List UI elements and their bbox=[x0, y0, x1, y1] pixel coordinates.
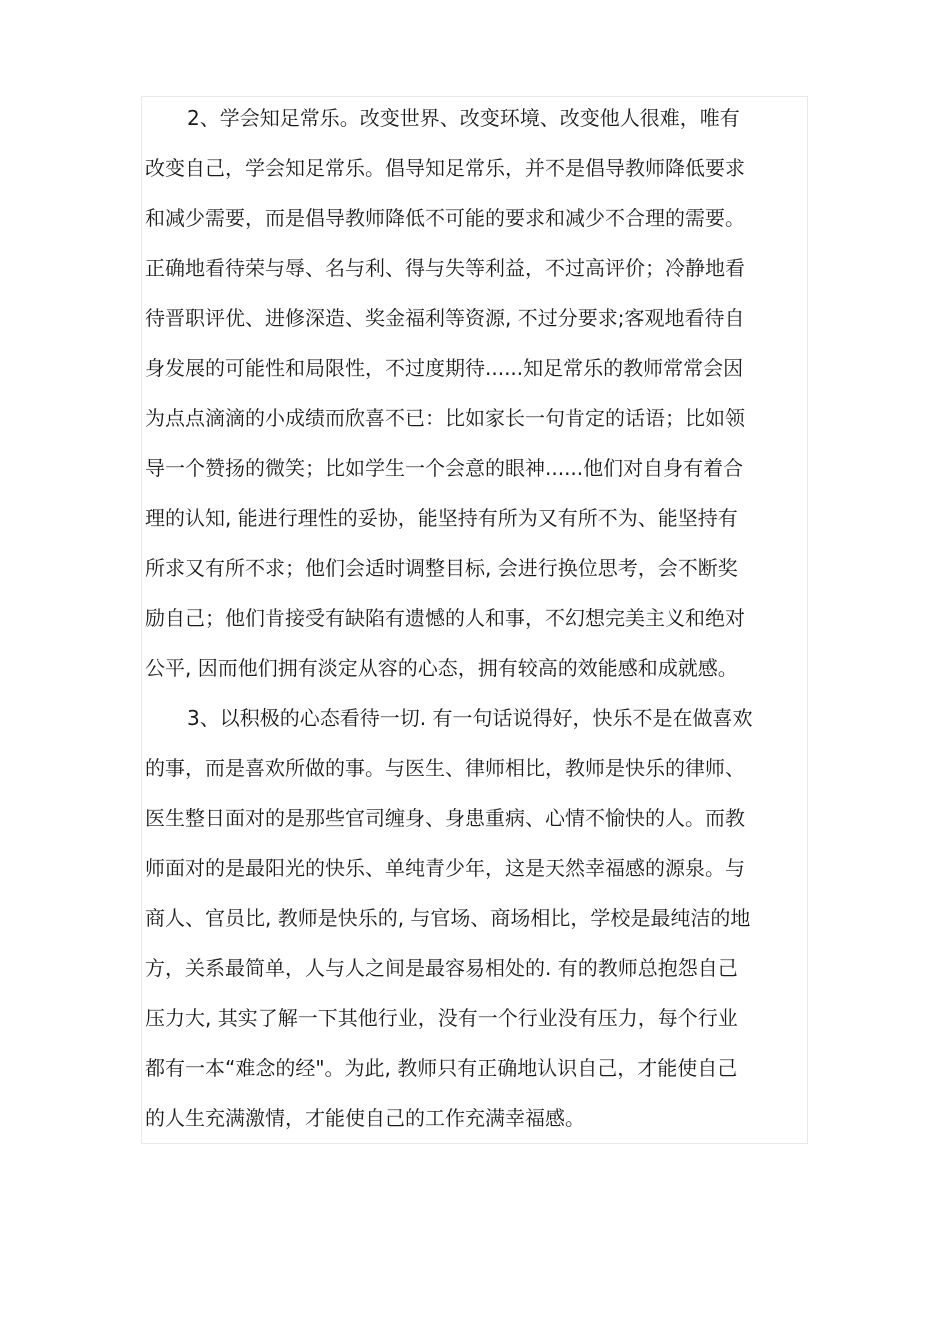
text-line-9: 理的认知, 能进行理性的妥协，能坚持有所为又有所不为、能坚持有 bbox=[145, 506, 738, 530]
text-line-7: 为点点滴滴的小成绩而欣喜不已：比如家长一句肯定的话语；比如领 bbox=[145, 406, 745, 430]
text-line-1: 2、学会知足常乐。改变世界、改变环境、改变他人很难，唯有 bbox=[187, 106, 740, 130]
text-line-18: 方，关系最简单，人与人之间是最容易相处的. 有的教师总抱怨自己 bbox=[145, 956, 738, 980]
document-body bbox=[145, 93, 815, 1143]
text-line-12: 公平, 因而他们拥有淡定从容的心态，拥有较高的效能感和成就感。 bbox=[145, 656, 738, 680]
text-line-17: 商人、官员比, 教师是快乐的, 与官场、商场相比，学校是最纯洁的地 bbox=[145, 906, 751, 930]
text-line-14: 的事，而是喜欢所做的事。与医生、律师相比，教师是快乐的律师、 bbox=[145, 756, 745, 780]
text-line-3: 和减少需要，而是倡导教师降低不可能的要求和减少不合理的需要。 bbox=[145, 206, 745, 230]
text-line-21: 的人生充满激情，才能使自己的工作充满幸福感。 bbox=[145, 1106, 585, 1130]
text-line-6: 身发展的可能性和局限性，不过度期待......知足常乐的教师常常会因 bbox=[145, 356, 744, 380]
text-line-13: 3、以积极的心态看待一切. 有一句话说得好，快乐不是在做喜欢 bbox=[187, 706, 753, 730]
text-line-15: 医生整日面对的是那些官司缠身、身患重病、心情不愉快的人。而教 bbox=[145, 806, 745, 830]
text-line-4: 正确地看待荣与辱、名与利、得与失等利益，不过高评价；冷静地看 bbox=[145, 256, 745, 280]
text-line-20: 都有一本“难念的经"。为此, 教师只有正确地认识自己，才能使自己 bbox=[145, 1056, 738, 1080]
text-line-5: 待晋职评优、进修深造、奖金福利等资源, 不过分要求;客观地看待自 bbox=[145, 306, 745, 330]
text-line-19: 压力大, 其实了解一下其他行业，没有一个行业没有压力，每个行业 bbox=[145, 1006, 738, 1030]
text-line-2: 改变自己，学会知足常乐。倡导知足常乐，并不是倡导教师降低要求 bbox=[145, 156, 745, 180]
text-line-8: 导一个赞扬的微笑；比如学生一个会意的眼神......他们对自身有着合 bbox=[145, 456, 744, 480]
text-line-16: 师面对的是最阳光的快乐、单纯青少年，这是天然幸福感的源泉。与 bbox=[145, 856, 745, 880]
text-line-10: 所求又有所不求；他们会适时调整目标, 会进行换位思考，会不断奖 bbox=[145, 556, 738, 580]
text-line-11: 励自己；他们肯接受有缺陷有遗憾的人和事，不幻想完美主义和绝对 bbox=[145, 606, 745, 630]
